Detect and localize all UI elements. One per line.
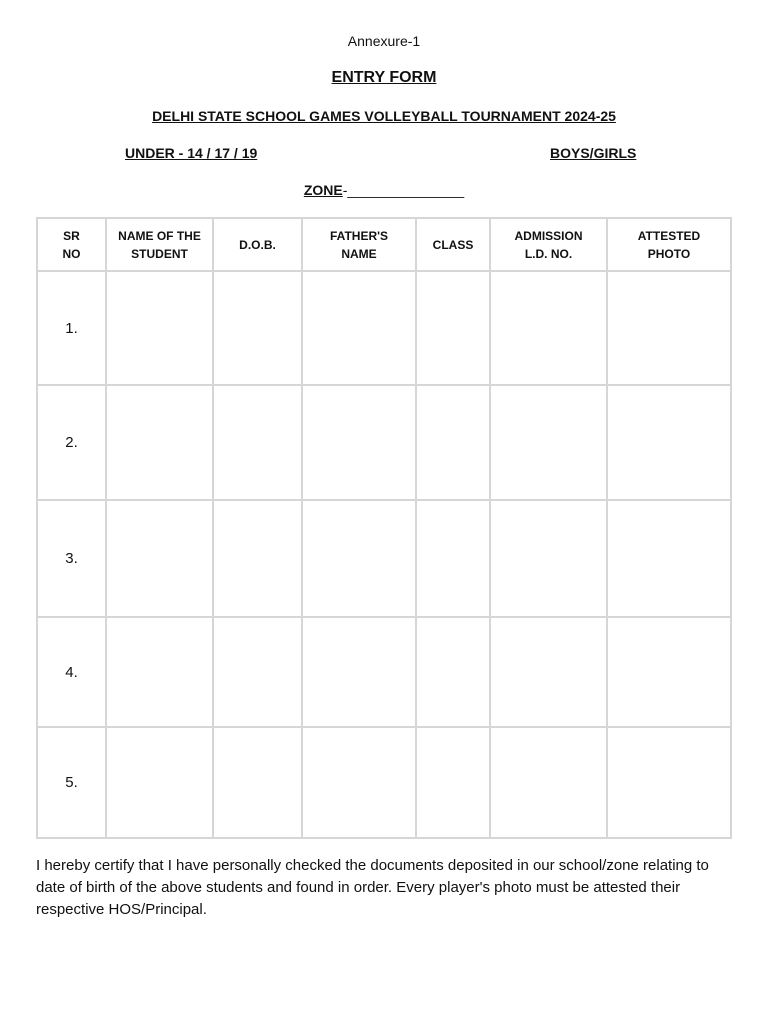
dob-cell[interactable]	[213, 617, 302, 727]
photo-cell[interactable]	[607, 617, 731, 727]
photo-cell[interactable]	[607, 385, 731, 500]
admission-no-cell[interactable]	[490, 617, 607, 727]
sr-no-cell: 4.	[37, 617, 106, 727]
table-row	[37, 500, 731, 617]
tournament-title: DELHI STATE SCHOOL GAMES VOLLEYBALL TOURNAMENT 2024-25	[152, 108, 616, 124]
photo-cell[interactable]	[607, 500, 731, 617]
class-cell[interactable]	[416, 500, 490, 617]
header-attested-photo: ATTESTED PHOTO	[607, 218, 731, 271]
admission-no-cell[interactable]	[490, 500, 607, 617]
student-name-cell[interactable]	[106, 385, 213, 500]
sr-no-cell: 5.	[37, 727, 106, 838]
class-cell[interactable]	[416, 271, 490, 385]
header-student-name: NAME OF THE STUDENT	[106, 218, 213, 271]
zone-label: ZONE	[303, 182, 343, 198]
class-cell[interactable]	[416, 385, 490, 500]
table-header-row	[37, 218, 731, 271]
student-name-cell[interactable]	[106, 727, 213, 838]
father-name-cell[interactable]	[302, 385, 416, 500]
table-row	[37, 617, 731, 727]
table-row	[37, 271, 731, 385]
table-row	[37, 385, 731, 500]
father-name-cell[interactable]	[302, 617, 416, 727]
class-cell[interactable]	[416, 617, 490, 727]
admission-no-cell[interactable]	[490, 727, 607, 838]
sr-no-cell: 2.	[37, 385, 106, 500]
student-name-cell[interactable]	[106, 617, 213, 727]
header-admission-no: ADMISSION L.D. NO.	[490, 218, 607, 271]
certification-statement: I hereby certify that I have personally checked the documents deposited in our school/zone relating to date of birth of the above students and found in order. Every player's photo must be attested their respective HOS/Principal.	[36, 857, 709, 918]
student-name-cell[interactable]	[106, 271, 213, 385]
sr-no-cell: 1.	[37, 271, 106, 385]
admission-no-cell[interactable]	[490, 385, 607, 500]
admission-no-cell[interactable]	[490, 271, 607, 385]
sr-no-cell: 3.	[37, 500, 106, 617]
zone-blank: -_______________	[342, 182, 465, 198]
header-dob: D.O.B.	[213, 218, 302, 271]
photo-cell[interactable]	[607, 271, 731, 385]
age-groups: UNDER - 14 / 17 / 19	[125, 145, 258, 161]
header-class: CLASS	[416, 218, 490, 271]
entry-table	[36, 217, 732, 839]
header-father-name: FATHER'S NAME	[302, 218, 416, 271]
zone-line	[0, 182, 768, 198]
dob-cell[interactable]	[213, 500, 302, 617]
dob-cell[interactable]	[213, 727, 302, 838]
class-cell[interactable]	[416, 727, 490, 838]
dob-cell[interactable]	[213, 271, 302, 385]
father-name-cell[interactable]	[302, 271, 416, 385]
photo-cell[interactable]	[607, 727, 731, 838]
table-row	[37, 727, 731, 838]
header-sr-no: SR NO	[37, 218, 106, 271]
gender-category: BOYS/GIRLS	[550, 145, 637, 161]
dob-cell[interactable]	[213, 385, 302, 500]
annexure-label: Annexure-1	[347, 33, 421, 49]
student-name-cell[interactable]	[106, 500, 213, 617]
father-name-cell[interactable]	[302, 727, 416, 838]
father-name-cell[interactable]	[302, 500, 416, 617]
form-title: ENTRY FORM	[331, 69, 437, 86]
